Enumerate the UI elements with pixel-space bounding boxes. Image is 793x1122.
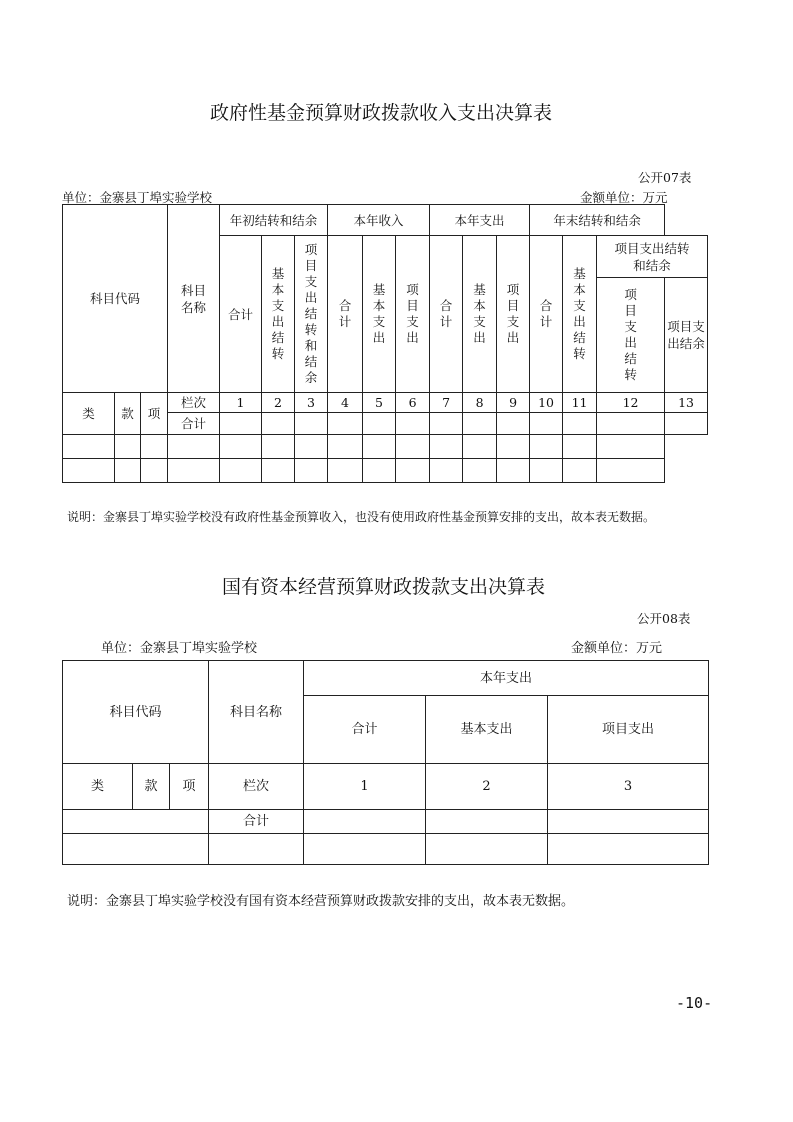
t2-sum-label: 合计 [209,810,304,834]
t2-lanci: 栏次 [209,764,304,810]
t1-income-total: 合 计 [328,236,363,393]
table-cell [463,413,497,435]
t2-header-project: 项目支出 [548,696,709,764]
t1-income-project: 项 目 支 出 [396,236,430,393]
table2 [62,660,709,865]
table1-amount-unit: 金额单位：万元 [580,190,668,205]
table-cell [665,413,708,435]
t1-colnum: 10 [530,393,563,413]
table-cell [295,413,328,435]
t1-closing-basic-carry: 基 本 支 出 结 转 [563,236,597,393]
table-row [63,834,709,865]
table2-title: 国有资本经营预算财政拨款支出决算表 [222,576,546,598]
table2-unit: 单位：金寨县丁埠实验学校 [101,641,258,656]
t1-expense-project: 项 目 支 出 [497,236,530,393]
table2-amount-unit: 金额单位：万元 [571,641,663,656]
t1-colnum: 4 [328,393,363,413]
t2-header-subject-name: 科目名称 [209,661,304,764]
t2-header-total: 合计 [304,696,426,764]
t1-header-subject-name: 科目 名称 [168,205,220,393]
t1-xiang: 项 [141,393,168,435]
table-cell [328,413,363,435]
t2-header-basic: 基本支出 [426,696,548,764]
table-cell [548,810,709,834]
table-cell [426,810,548,834]
table1-note: 说明：金寨县丁埠实验学校没有政府性基金预算收入，也没有使用政府性基金预算安排的支出，故本表无数据。 [67,510,656,524]
t1-closing-project-carry-sub: 项 目 支 出 结 转 [597,278,665,393]
t1-header-income: 本年收入 [328,205,430,236]
t1-closing-project-carry: 项目支出结转和结余 [597,236,708,278]
t1-lanci: 栏次 [168,393,220,413]
table-cell [497,413,530,435]
t2-xiang: 项 [170,764,209,810]
t1-colnum: 13 [665,393,708,413]
t1-expense-total: 合 计 [430,236,463,393]
t1-colnum: 7 [430,393,463,413]
table-cell [63,810,209,834]
table1-title: 政府性基金预算财政拨款收入支出决算表 [210,102,553,124]
t1-closing-project-balance: 项目支 出结余 [665,278,708,393]
t2-colnum: 3 [548,764,709,810]
t1-colnum: 11 [563,393,597,413]
table-cell [220,413,262,435]
table1-code: 公开07表 [638,170,692,185]
t2-header-subject-code: 科目代码 [63,661,209,764]
t1-header-subject-code: 科目代码 [63,205,168,393]
t1-colnum: 9 [497,393,530,413]
t1-colnum: 12 [597,393,665,413]
t1-opening-basic-carry: 基 本 支 出 结 转 [262,236,295,393]
table-row [63,459,708,483]
table-cell [262,413,295,435]
t1-header-opening: 年初结转和结余 [220,205,328,236]
t1-kuan: 款 [115,393,141,435]
table2-note: 说明：金寨县丁埠实验学校没有国有资本经营预算财政拨款安排的支出，故本表无数据。 [67,894,575,909]
t2-header-expense: 本年支出 [304,661,709,696]
table-row [63,435,708,459]
t2-colnum: 1 [304,764,426,810]
table-cell [396,413,430,435]
t2-kuan: 款 [133,764,170,810]
t1-expense-basic: 基 本 支 出 [463,236,497,393]
table1 [62,204,708,483]
t1-colnum: 6 [396,393,430,413]
t1-colnum: 2 [262,393,295,413]
t1-header-closing: 年末结转和结余 [530,205,665,236]
t1-closing-total: 合 计 [530,236,563,393]
t2-colnum: 2 [426,764,548,810]
t1-colnum: 5 [363,393,396,413]
t1-income-basic: 基 本 支 出 [363,236,396,393]
t1-opening-total: 合计 [220,236,262,393]
table-cell [530,413,563,435]
page-number: -10- [676,994,713,1012]
table-cell [304,810,426,834]
t1-header-expense: 本年支出 [430,205,530,236]
t1-colnum: 3 [295,393,328,413]
table-cell [430,413,463,435]
table-cell [597,413,665,435]
table-cell [563,413,597,435]
t1-lei: 类 [63,393,115,435]
table2-code: 公开08表 [637,611,691,626]
t1-sum-label: 合计 [168,413,220,435]
table1-unit: 单位：金寨县丁埠实验学校 [62,190,213,205]
table-cell [363,413,396,435]
t1-opening-project-carry: 项 目 支 出 结 转 和 结 余 [295,236,328,393]
t1-colnum: 8 [463,393,497,413]
t1-colnum: 1 [220,393,262,413]
t2-lei: 类 [63,764,133,810]
